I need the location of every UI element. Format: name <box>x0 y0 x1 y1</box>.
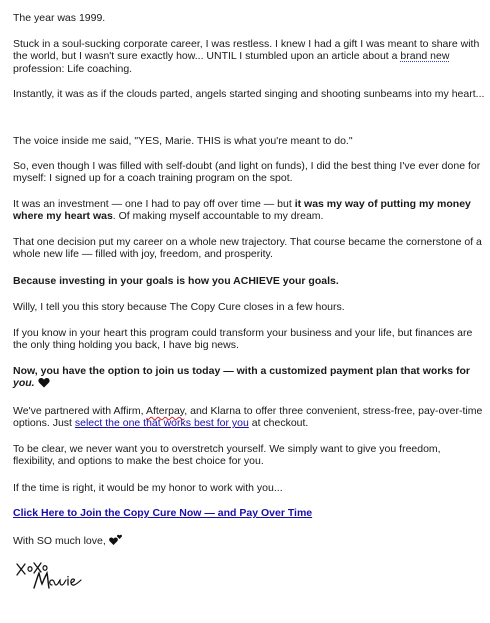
paragraph-payment-plan <box>13 365 485 392</box>
paragraph-year: The year was 1999. <box>13 12 106 24</box>
paragraph-voice: The voice inside me said, "YES, Marie. THIS is what you're meant to do." <box>13 135 353 147</box>
text: profession: Life coaching. <box>13 62 133 75</box>
text: . Of making myself accountable to my dream. <box>112 210 324 223</box>
paragraph-investment <box>13 198 485 223</box>
bold-text: Now, you have the option to join us today — with a customized payment plan that works for <box>13 365 470 377</box>
cta-paragraph <box>13 507 485 519</box>
paragraph-partners <box>13 405 485 430</box>
emphasis-you: you. <box>13 377 35 390</box>
join-copy-cure-link[interactable] <box>13 507 312 519</box>
heart-icon <box>38 377 50 391</box>
paragraph-instantly: Instantly, it was as if the clouds parted, angels started singing and shooting sunbeams into my heart... <box>13 88 485 100</box>
cta-over-time-text[interactable]: Over Time <box>260 507 313 519</box>
paragraph-clear: To be clear, we never want you to overstretch yourself. We simply want to give you freedom, flexibility, and options to make the best choice for you. <box>13 443 441 468</box>
signature-marie <box>14 558 84 595</box>
afterpay-word: Afterpay <box>145 405 185 417</box>
text: , and Klarna to offer three convenient, stress-free, pay-over-time options. Just <box>13 405 483 430</box>
cta-text[interactable]: Click Here to Join the Copy Cure Now — and Pay <box>13 507 261 519</box>
select-option-link[interactable]: select the one that works best for you <box>74 417 249 430</box>
paragraph-decision: That one decision put my career on a whole new trajectory. That course became the cornerstone of a whole new life — filled with joy, freedom, and prosperity. <box>13 236 482 261</box>
paragraph-career <box>13 38 485 75</box>
closing-line <box>13 534 485 549</box>
text: at checkout. <box>248 417 309 430</box>
text: It was an investment — one I had to pay off over time — but <box>13 198 295 210</box>
closing-text: With SO much love, <box>13 535 106 547</box>
paragraph-investing-goals: Because investing in your goals is how you ACHIEVE your goals. <box>13 275 339 287</box>
brand-new-phrase: brand new <box>400 50 450 63</box>
two-hearts-icon <box>109 534 123 549</box>
text: Stuck in a soul-sucking corporate career, I was restless. I knew I had a gift I was meant to share with the world, but I wasn't sure exactly how... UNTIL I stumbled upon an article about a <box>13 38 480 63</box>
paragraph-self-doubt: So, even though I was filled with self-doubt (and light on funds), I did the best thing I've ever done for myself: I signed up for a coach training program on the spot. <box>13 160 481 185</box>
paragraph-story: Willy, I tell you this story because The Copy Cure closes in a few hours. <box>13 301 345 313</box>
text: We've partnered with Affirm, <box>13 405 146 417</box>
paragraph-big-news: If you know in your heart this program could transform your business and your life, but finances are the only thing holding you back, I have big news. <box>13 327 473 352</box>
bold-text: it was my way of putting my money where my heart was <box>13 198 471 223</box>
paragraph-time-right: If the time is right, it would be my honor to work with you... <box>13 482 283 494</box>
